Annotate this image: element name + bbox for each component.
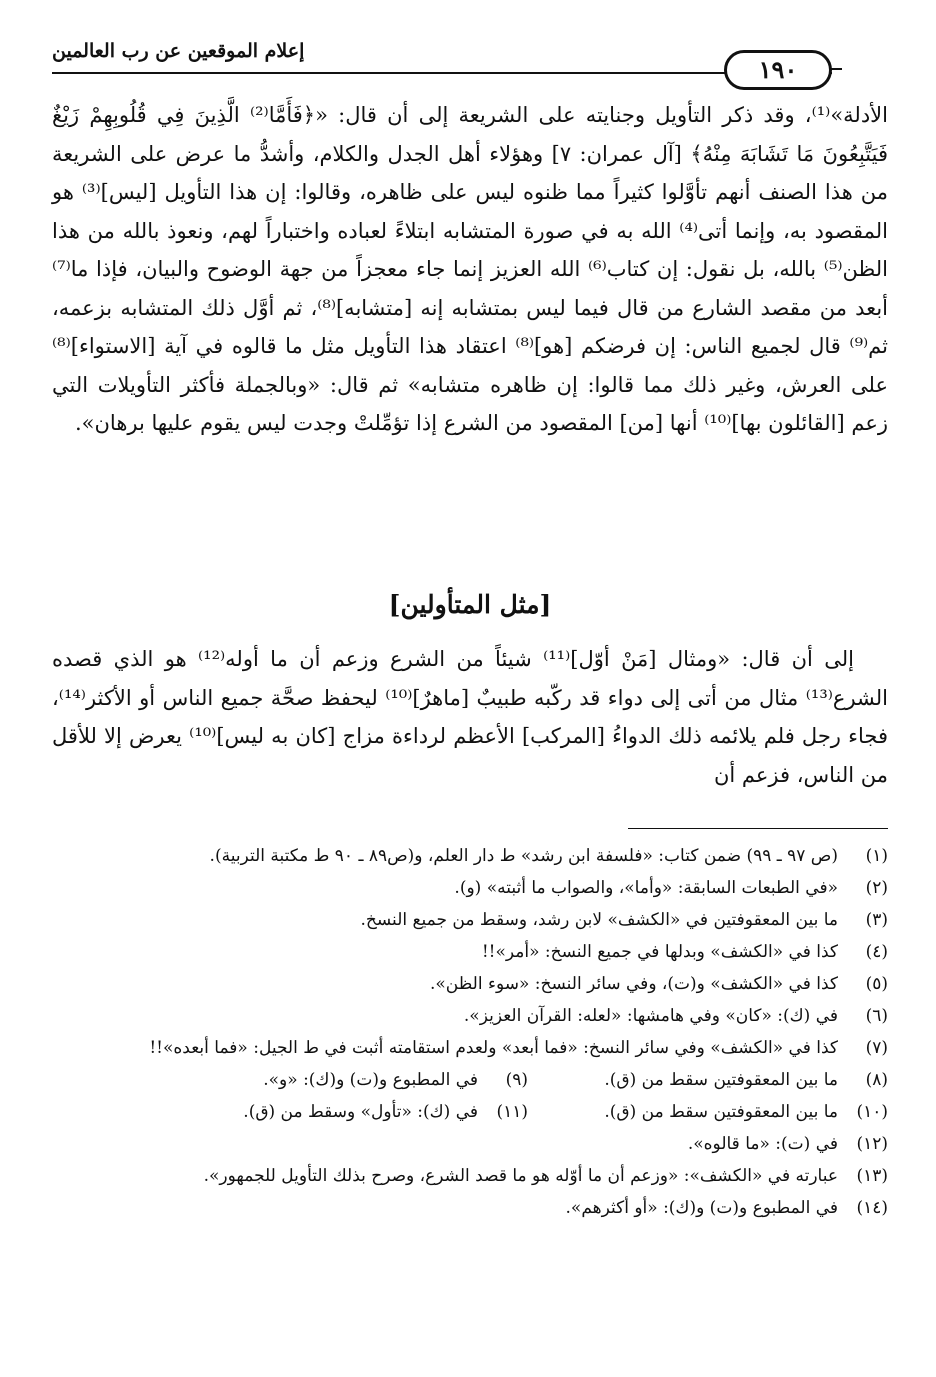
footnote-text: ما بين المعقوفتين سقط من (ق). xyxy=(604,1070,838,1090)
footnote-text: في (ك): «كان» وفي هامشها: «لعله: القرآن العزيز». xyxy=(463,1006,838,1026)
header-rule xyxy=(52,72,832,74)
footnote-text: في المطبوع و(ت) و(ك): «أو أكثرهم». xyxy=(565,1198,838,1218)
page-number-badge: ١٩٠ xyxy=(724,50,832,90)
footnote-number: (٥) xyxy=(865,974,888,994)
footnote xyxy=(52,1192,888,1224)
footnote xyxy=(52,1160,888,1192)
footnote-text: ما بين المعقوفتين سقط من (ق). xyxy=(604,1102,838,1122)
footnote-text: «في الطبعات السابقة: «وأما»، والصواب ما أثبته» (و). xyxy=(454,878,838,898)
footnote-number: (١) xyxy=(865,846,888,866)
footnote xyxy=(52,872,888,904)
footnote xyxy=(52,1128,888,1160)
footnote xyxy=(52,1000,888,1032)
footnote-number: (١٤) xyxy=(856,1198,888,1218)
footnote-number: (٨) xyxy=(865,1070,888,1090)
footnote xyxy=(52,1064,528,1096)
footnote-text: كذا في «الكشف» وفي سائر النسخ: «فما أبعد» ولعدم استقامته أثبت في ط الجيل: «فما أبعده»!! xyxy=(149,1038,838,1058)
footnote xyxy=(52,1096,528,1128)
footnote-text: في المطبوع و(ت) و(ك): «و». xyxy=(263,1070,478,1090)
footnote-pair xyxy=(52,1096,888,1128)
footnote-number: (٧) xyxy=(865,1038,888,1058)
paragraph-1: الأدلة»⁽¹⁾، وقد ذكر التأويل وجنايته على الشريعة إلى أن قال: «﴿فَأَمَّا⁽²⁾ الَّذِينَ فِي قُلُوبِهِمْ زَيْغٌ فَيَتَّبِعُونَ مَا تَشَابَهَ مِنْهُ﴾ [آل عمران: ٧] وهؤلاء أهل الجدل والكلام، وأشدُّ ما عرض على الشريعة من هذا الصنف أنهم تأوَّلوا كثيراً مما ظنوه ليس على ظاهره، وقالوا: إن هذا التأويل [ليس]⁽³⁾ هو المقصود به، وإنما أتى⁽⁴⁾ الله به في صورة المتشابه ابتلاءً لعباده واختباراً لهم، ونعوذ بالله من هذا الظن⁽⁵⁾ بالله، بل نقول: إن كتاب⁽⁶⁾ الله العزيز إنما جاء معجزاً من جهة الوضوح والبيان، فإذا ما⁽⁷⁾ أبعد من مقصد الشارع من قال فيما ليس بمتشابه إنه [متشابه]⁽⁸⁾، ثم أوَّل ذلك المتشابه بزعمه، ثم⁽⁹⁾ قال لجميع الناس: إن فرضكم [هو]⁽⁸⁾ اعتقاد هذا التأويل مثل ما قالوه في آية [الاستواء]⁽⁸⁾ على العرش، وغير ذلك مما قالوا: إن ظاهره متشابه» ثم قال: «وبالجملة فأكثر التأويلات التي زعم [القائلون بها]⁽¹⁰⁾ أنها [من] المقصود من الشرع إذا تؤمِّلتْ وجدت ليس يقوم عليها برهان». xyxy=(52,103,888,435)
running-header-title: إعلام الموقعين عن رب العالمين xyxy=(52,40,305,62)
footnote-number: (١٢) xyxy=(856,1134,888,1154)
main-text-block-2 xyxy=(52,640,888,794)
section-heading: [مثل المتأولين] xyxy=(388,590,552,619)
footnote xyxy=(52,936,888,968)
footnote-number: (٣) xyxy=(865,910,888,930)
footnote-number: (١٠) xyxy=(856,1102,888,1122)
footnote-number: (٩) xyxy=(505,1070,528,1090)
footnote-pair xyxy=(52,1064,888,1096)
footnote-text: في (ك): «تأول» وسقط من (ق). xyxy=(243,1102,478,1122)
footnote-text: (ص ٩٧ ـ ٩٩) ضمن كتاب: «فلسفة ابن رشد» ط دار العلم، و(ص٨٩ ـ ٩٠ ط مكتبة التربية). xyxy=(209,846,838,866)
footnote-number: (١٣) xyxy=(856,1166,888,1186)
footnote xyxy=(52,904,888,936)
main-text-block-1 xyxy=(52,96,888,443)
paragraph-2: إلى أن قال: «ومثال [مَنْ أوّل]⁽¹¹⁾ شيئاً من الشرع وزعم أن ما أوله⁽¹²⁾ هو الذي قصده الشرع⁽¹³⁾ مثال من أتى إلى دواء قد ركّبه طبيبٌ [ماهرٌ]⁽¹⁰⁾ ليحفظ صحَّة جميع الناس أو الأكثر⁽¹⁴⁾، فجاء رجل فلم يلائمه ذلك الدواءُ [المركب] الأعظم لرداءة مزاج [كان به ليس]⁽¹⁰⁾ يعرض إلا للأقل من الناس، فزعم أن xyxy=(52,647,888,787)
footnote-number: (٦) xyxy=(865,1006,888,1026)
footnote xyxy=(52,1032,888,1064)
footnote-text: عبارته في «الكشف»: «وزعم أن ما أوّله هو ما قصد الشرع، وصرح بذلك التأويل للجمهور». xyxy=(203,1166,838,1186)
footnote-text: كذا في «الكشف» وبدلها في جميع النسخ: «أمر»!! xyxy=(481,942,838,962)
footnote-number: (٢) xyxy=(865,878,888,898)
footnote-separator xyxy=(628,828,888,829)
footnote-text: كذا في «الكشف» و(ت)، وفي سائر النسخ: «سوء الظن». xyxy=(429,974,838,994)
footnotes xyxy=(52,840,888,1224)
footnote xyxy=(528,1096,888,1128)
footnote xyxy=(52,840,888,872)
footnote-text: في (ت): «ما قالوه». xyxy=(687,1134,838,1154)
footnote-number: (١١) xyxy=(496,1102,528,1122)
footnote-text: ما بين المعقوفتين في «الكشف» لابن رشد، وسقط من جميع النسخ. xyxy=(360,910,838,930)
footnote-number: (٤) xyxy=(865,942,888,962)
footnote xyxy=(52,968,888,1000)
footnote xyxy=(528,1064,888,1096)
